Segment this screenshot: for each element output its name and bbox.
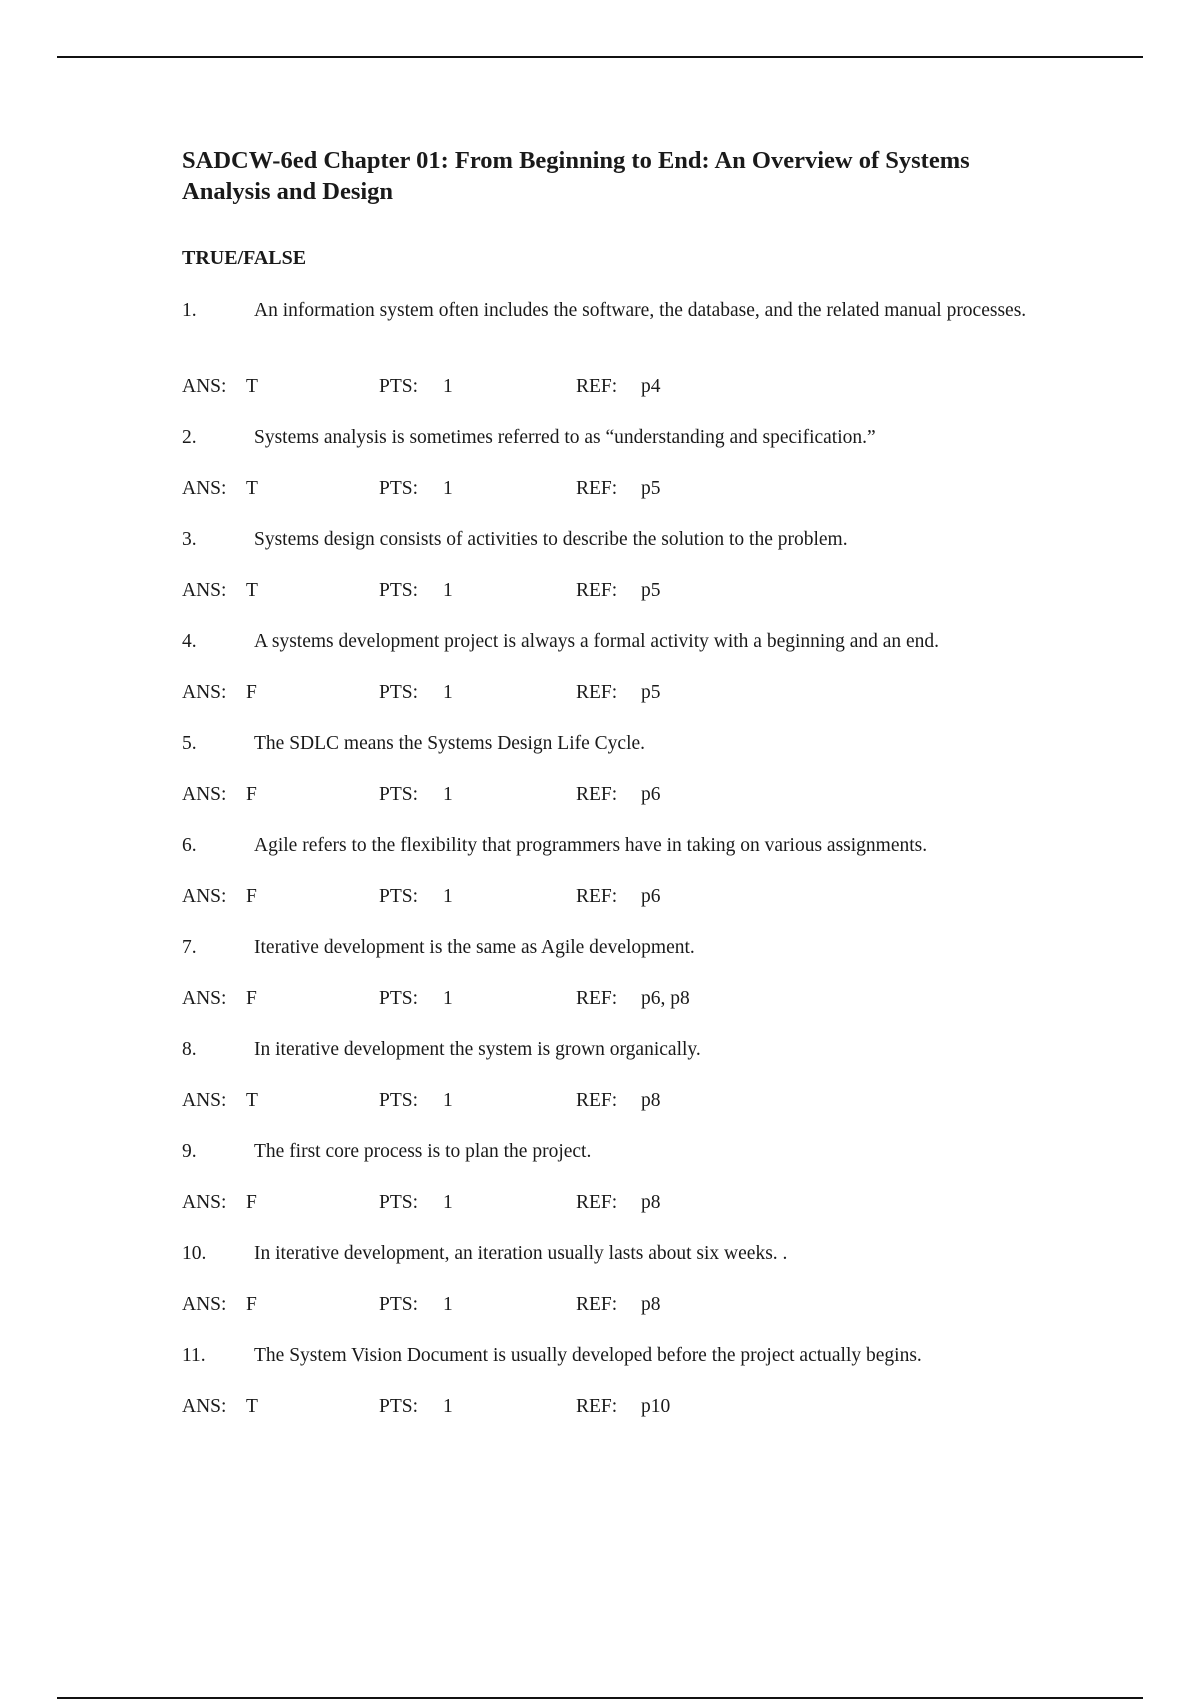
question-item bbox=[182, 935, 1047, 1011]
points-label: PTS: bbox=[379, 478, 419, 499]
reference-label: REF: bbox=[576, 580, 618, 601]
question-item bbox=[182, 1343, 1047, 1419]
points-label: PTS: bbox=[379, 1294, 419, 1315]
points-value: 1 bbox=[443, 988, 453, 1009]
answer-value: F bbox=[246, 682, 257, 703]
points-label: PTS: bbox=[379, 376, 419, 397]
reference-label: REF: bbox=[576, 886, 618, 907]
reference-value: p6 bbox=[641, 886, 661, 907]
reference-value: p8 bbox=[641, 1090, 661, 1111]
answer-row bbox=[182, 884, 1047, 909]
question-stem bbox=[182, 833, 1047, 858]
question-number: 8. bbox=[182, 1039, 197, 1060]
points-value: 1 bbox=[443, 1090, 453, 1111]
document-body bbox=[182, 145, 1047, 1417]
question-text: The SDLC means the Systems Design Life Cycle. bbox=[254, 733, 646, 754]
points-label: PTS: bbox=[379, 988, 419, 1009]
answer-label: ANS: bbox=[182, 886, 227, 907]
question-item bbox=[182, 1037, 1047, 1113]
answer-label: ANS: bbox=[182, 682, 227, 703]
answer-value: F bbox=[246, 1192, 257, 1213]
question-number: 7. bbox=[182, 937, 197, 958]
points-label: PTS: bbox=[379, 1192, 419, 1213]
answer-label: ANS: bbox=[182, 1294, 227, 1315]
answer-label: ANS: bbox=[182, 988, 227, 1009]
question-number: 3. bbox=[182, 529, 197, 550]
question-number: 1. bbox=[182, 300, 197, 321]
points-label: PTS: bbox=[379, 1396, 419, 1417]
reference-label: REF: bbox=[576, 1294, 618, 1315]
answer-value: T bbox=[246, 376, 258, 397]
question-item bbox=[182, 1241, 1047, 1317]
section-heading: TRUE/FALSE bbox=[182, 247, 307, 269]
question-stem bbox=[182, 731, 1047, 756]
question-text: A systems development project is always a formal activity with a beginning and an end. bbox=[254, 631, 940, 652]
points-value: 1 bbox=[443, 784, 453, 805]
question-stem bbox=[182, 935, 1047, 960]
reference-value: p5 bbox=[641, 478, 661, 499]
answer-label: ANS: bbox=[182, 784, 227, 805]
answer-value: F bbox=[246, 1294, 257, 1315]
answer-row bbox=[182, 476, 1047, 501]
top-rule bbox=[57, 56, 1143, 58]
answer-label: ANS: bbox=[182, 1396, 227, 1417]
question-item bbox=[182, 629, 1047, 705]
answer-value: T bbox=[246, 1090, 258, 1111]
answer-row bbox=[182, 986, 1047, 1011]
reference-value: p6, p8 bbox=[641, 988, 690, 1009]
reference-label: REF: bbox=[576, 682, 618, 703]
reference-label: REF: bbox=[576, 784, 618, 805]
question-number: 2. bbox=[182, 427, 197, 448]
question-text: Systems design consists of activities to describe the solution to the problem. bbox=[254, 529, 848, 550]
reference-label: REF: bbox=[576, 478, 618, 499]
reference-label: REF: bbox=[576, 988, 618, 1009]
points-value: 1 bbox=[443, 376, 453, 397]
reference-value: p8 bbox=[641, 1192, 661, 1213]
question-stem bbox=[182, 629, 1047, 654]
answer-label: ANS: bbox=[182, 376, 227, 397]
answer-row bbox=[182, 1190, 1047, 1215]
reference-value: p10 bbox=[641, 1396, 671, 1417]
question-number: 4. bbox=[182, 631, 197, 652]
points-label: PTS: bbox=[379, 886, 419, 907]
reference-label: REF: bbox=[576, 1396, 618, 1417]
question-text: In iterative development the system is grown organically. bbox=[254, 1039, 701, 1060]
answer-row bbox=[182, 782, 1047, 807]
question-item bbox=[182, 731, 1047, 807]
question-stem bbox=[182, 425, 1047, 450]
answer-row bbox=[182, 374, 1047, 399]
answer-label: ANS: bbox=[182, 478, 227, 499]
answer-label: ANS: bbox=[182, 1192, 227, 1213]
points-label: PTS: bbox=[379, 1090, 419, 1111]
question-item bbox=[182, 425, 1047, 501]
answer-label: ANS: bbox=[182, 1090, 227, 1111]
question-number: 11. bbox=[182, 1345, 206, 1366]
points-label: PTS: bbox=[379, 580, 419, 601]
points-value: 1 bbox=[443, 1192, 453, 1213]
reference-value: p4 bbox=[641, 376, 661, 397]
question-item bbox=[182, 527, 1047, 603]
answer-row bbox=[182, 1088, 1047, 1113]
points-label: PTS: bbox=[379, 784, 419, 805]
question-number: 6. bbox=[182, 835, 197, 856]
points-label: PTS: bbox=[379, 682, 419, 703]
question-list bbox=[182, 298, 1047, 1445]
reference-value: p6 bbox=[641, 784, 661, 805]
question-item bbox=[182, 1139, 1047, 1215]
question-text: Agile refers to the flexibility that programmers have in taking on various assignments. bbox=[254, 835, 928, 856]
points-value: 1 bbox=[443, 886, 453, 907]
question-stem bbox=[182, 1139, 1047, 1164]
question-number: 10. bbox=[182, 1243, 207, 1264]
reference-label: REF: bbox=[576, 1090, 618, 1111]
question-stem bbox=[182, 1037, 1047, 1062]
points-value: 1 bbox=[443, 478, 453, 499]
answer-value: F bbox=[246, 886, 257, 907]
answer-value: T bbox=[246, 478, 258, 499]
points-value: 1 bbox=[443, 1294, 453, 1315]
reference-value: p8 bbox=[641, 1294, 661, 1315]
bottom-rule bbox=[57, 1697, 1143, 1699]
document-title: SADCW-6ed Chapter 01: From Beginning to End: An Overview of Systems Analysis and Design bbox=[182, 147, 970, 205]
answer-value: F bbox=[246, 988, 257, 1009]
question-text: In iterative development, an iteration usually lasts about six weeks. . bbox=[254, 1243, 788, 1264]
question-text: An information system often includes the software, the database, and the related manual processes. bbox=[254, 300, 1027, 321]
answer-value: F bbox=[246, 784, 257, 805]
question-item bbox=[182, 833, 1047, 909]
points-value: 1 bbox=[443, 682, 453, 703]
reference-value: p5 bbox=[641, 682, 661, 703]
reference-label: REF: bbox=[576, 376, 618, 397]
question-stem bbox=[182, 1343, 1047, 1368]
question-stem bbox=[182, 527, 1047, 552]
answer-value: T bbox=[246, 580, 258, 601]
points-value: 1 bbox=[443, 1396, 453, 1417]
reference-label: REF: bbox=[576, 1192, 618, 1213]
question-text: The first core process is to plan the project. bbox=[254, 1141, 592, 1162]
question-stem bbox=[182, 1241, 1047, 1266]
answer-row bbox=[182, 680, 1047, 705]
answer-value: T bbox=[246, 1396, 258, 1417]
answer-row bbox=[182, 578, 1047, 603]
question-item bbox=[182, 298, 1047, 399]
reference-value: p5 bbox=[641, 580, 661, 601]
points-value: 1 bbox=[443, 580, 453, 601]
question-text: Iterative development is the same as Agile development. bbox=[254, 937, 695, 958]
question-stem bbox=[182, 298, 1047, 348]
question-number: 9. bbox=[182, 1141, 197, 1162]
question-text: Systems analysis is sometimes referred to as “understanding and specification.” bbox=[254, 427, 876, 448]
answer-label: ANS: bbox=[182, 580, 227, 601]
question-text: The System Vision Document is usually developed before the project actually begins. bbox=[254, 1345, 922, 1366]
answer-row bbox=[182, 1292, 1047, 1317]
question-number: 5. bbox=[182, 733, 197, 754]
answer-row bbox=[182, 1394, 1047, 1419]
